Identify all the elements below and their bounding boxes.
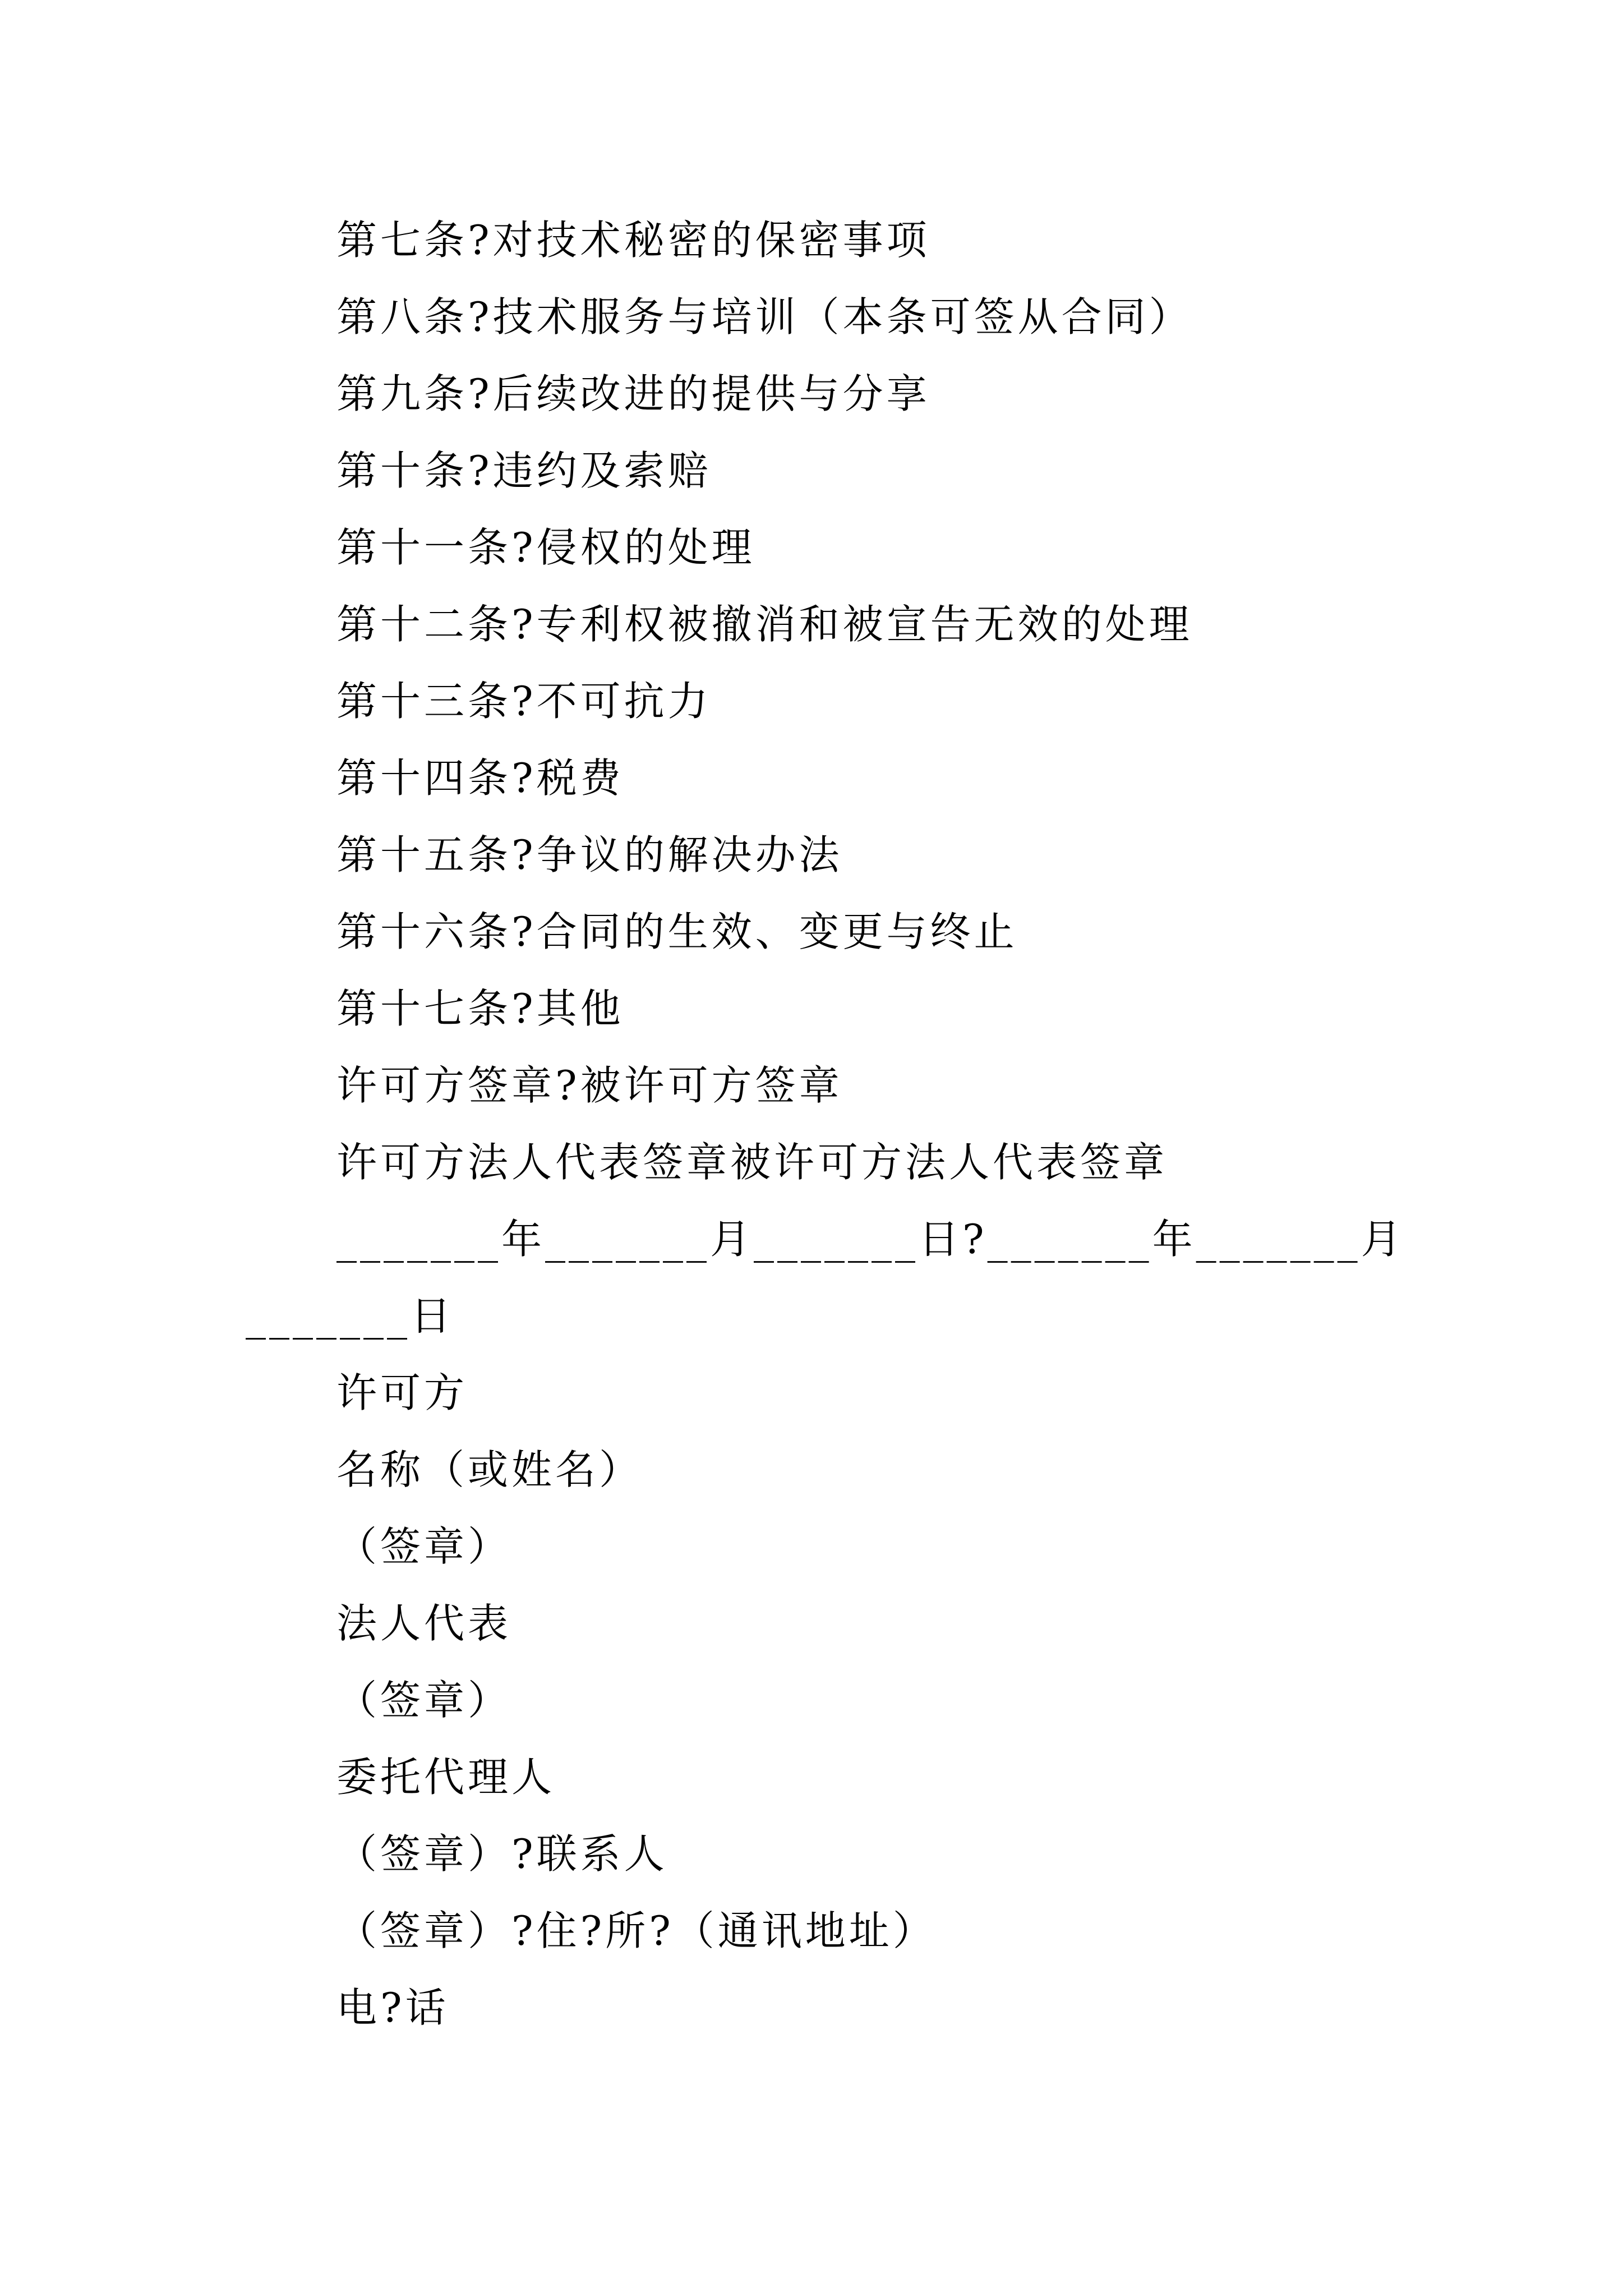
clause-8: 第八条?技术服务与培训（本条可签从合同） [336, 293, 1193, 341]
signature-parties: 许可方签章?被许可方签章 [336, 1062, 843, 1109]
authorized-agent: 委托代理人 [336, 1754, 556, 1801]
clause-16: 第十六条?合同的生效、变更与终止 [336, 908, 1018, 955]
signature-dates-continued: _______日 [246, 1292, 455, 1340]
clause-13: 第十三条?不可抗力 [336, 678, 712, 725]
legal-representative: 法人代表 [336, 1600, 512, 1647]
signature-dates: _______年_______月_______日?_______年_______月 [336, 1216, 1405, 1263]
clause-12: 第十二条?专利权被撤消和被宣告无效的处理 [336, 601, 1193, 648]
licensor-seal-1: （签章） [336, 1523, 512, 1570]
clause-14: 第十四条?税费 [336, 754, 624, 802]
clause-7: 第七条?对技术秘密的保密事项 [336, 217, 930, 264]
signature-representatives: 许可方法人代表签章被许可方法人代表签章 [336, 1139, 1168, 1186]
clause-11: 第十一条?侵权的处理 [336, 524, 755, 571]
clause-15: 第十五条?争议的解决办法 [336, 831, 843, 878]
clause-9: 第九条?后续改进的提供与分享 [336, 370, 930, 417]
clause-10: 第十条?违约及索赔 [336, 447, 712, 494]
clause-17: 第十七条?其他 [336, 985, 624, 1032]
licensor-heading: 许可方 [336, 1369, 468, 1416]
address: （签章）?住?所?（通讯地址） [336, 1907, 937, 1954]
contact-person: （签章）?联系人 [336, 1830, 668, 1878]
telephone: 电?话 [336, 1984, 449, 2031]
licensor-seal-2: （签章） [336, 1677, 512, 1724]
licensor-name: 名称（或姓名） [336, 1446, 643, 1493]
